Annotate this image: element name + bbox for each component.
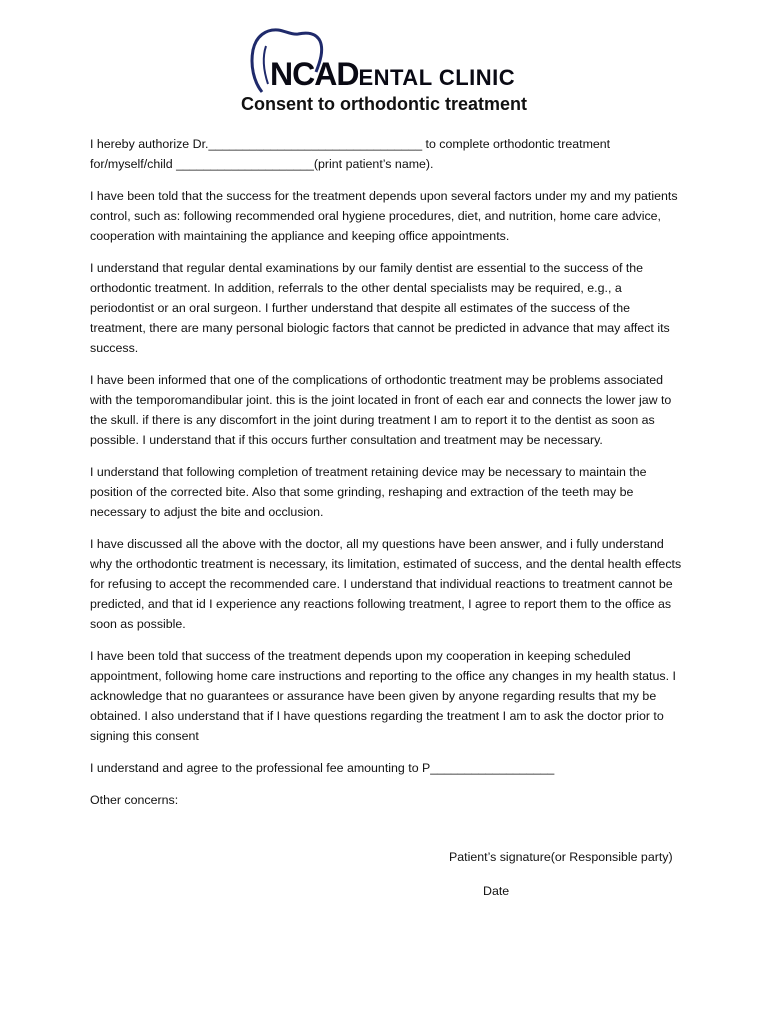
- paragraph-fee: I understand and agree to the professional fee amounting to P__________________: [90, 761, 555, 775]
- paragraph-tmj: I have been informed that one of the complications of orthodontic treatment may be problems associated with the temporomandibular joint. this is the joint located in front of each ear and connects the lower jaw to the skull. if there is any discomfort in the joint during treatment I am to report it to the dentist as soon as possible. I understand that if this occurs further consultation and treatment may be necessary.: [90, 373, 672, 447]
- paragraph-other-concerns: Other concerns:: [90, 793, 179, 807]
- document-title: Consent to orthodontic treatment: [241, 94, 527, 114]
- paragraph-retaining-device: I understand that following completion of treatment retaining device may be necessary to maintain the position of the corrected bite. Also that some grinding, reshaping and extraction of the teeth may be necessary to adjust the bite and occlusion.: [90, 465, 647, 519]
- paragraph-discussed: I have discussed all the above with the doctor, all my questions have been answer, and i fully understand why the orthodontic treatment is necessary, its limitation, estimated of success, and the dental health effects for refusing to accept the recommended care. I understand that individual reactions to treatment cannot be predicted, and that id I experience any reactions following treatment, I agree to report them to the office as soon as possible.: [90, 537, 682, 631]
- paragraph-authorization: I hereby authorize Dr._______________________________ to complete orthodontic treatment for/myself/child ____________________(print patient’s name).: [90, 137, 611, 171]
- paragraph-examinations: I understand that regular dental examinations by our family dentist are essential to the success of the orthodontic treatment. In addition, referrals to the other dental specialists may be required, e.g., a periodontist or an oral surgeon. I further understand that despite all estimates of the success of the treatment, there are many personal biologic factors that cannot be predicted in advance that may affect its success.: [90, 261, 670, 355]
- clinic-logo: [248, 26, 520, 96]
- paragraph-cooperation: I have been told that success of the treatment depends upon my cooperation in keeping scheduled appointment, following home care instructions and reporting to the office any changes in my health status. I acknowledge that no guarantees or assurance have been given by anyone regarding results that my be obtained. I also understand that if I have questions regarding the treatment I am to ask the doctor prior to signing this consent: [90, 649, 676, 743]
- clinic-name: [270, 58, 515, 90]
- date-label: Date: [483, 884, 510, 898]
- consent-body: [90, 134, 686, 822]
- patient-signature-label: Patient’s signature(or Responsible party): [449, 850, 673, 864]
- clinic-name-rest: ENTAL CLINIC: [358, 65, 516, 90]
- clinic-name-initials: NCAD: [270, 56, 359, 92]
- paragraph-success-factors: I have been told that the success for the treatment depends upon several factors under my and my patients control, such as: following recommended oral hygiene procedures, diet, and nutrition, home care advice, cooperation with maintaining the appliance and keeping office appointments.: [90, 189, 678, 243]
